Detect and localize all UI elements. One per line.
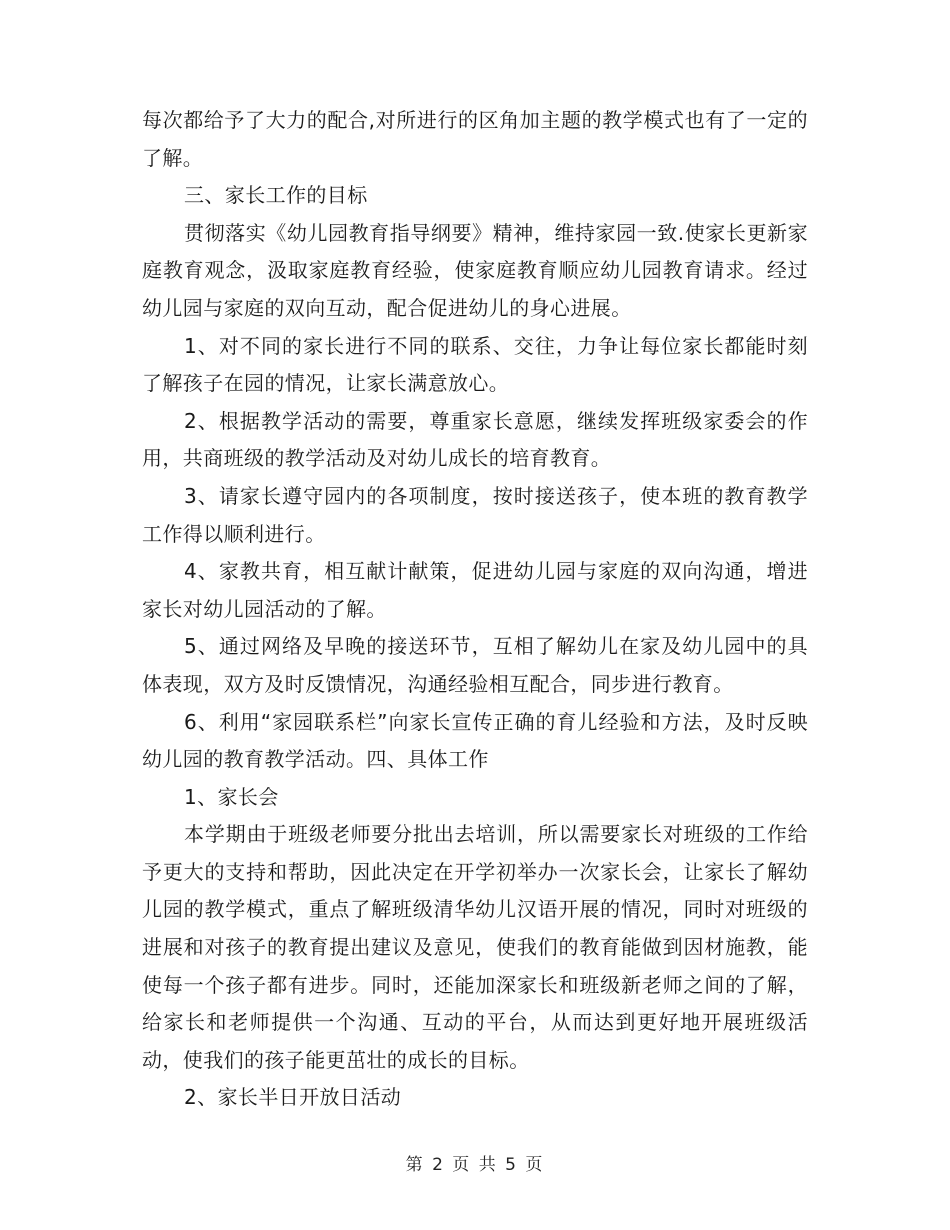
paragraph: 贯彻落实《幼儿园教育指导纲要》精神，维持家园一致.使家长更新家庭教育观念，汲取家庭教育经验，使家庭教育顺应幼儿园教育请求。经过幼儿园与家庭的双向互动，配合促进幼儿的身心进展。: [142, 220, 808, 320]
page-number: 第 2 页 共 5 页: [405, 1155, 545, 1175]
section-heading: 三、家长工作的目标: [184, 183, 368, 208]
document-body: [142, 102, 808, 1117]
list-item: 4、家教共育，相互献计献策，促进幼儿园与家庭的双向沟通，增进家长对幼儿园活动的了解。: [142, 559, 808, 621]
subsection-heading: 1、家长会: [184, 784, 279, 809]
list-item: 5、通过网络及早晚的接送环节，互相了解幼儿在家及幼儿园中的具体表现，双方及时反馈情况，沟通经验相互配合，同步进行教育。: [142, 634, 808, 696]
paragraph: 每次都给予了大力的配合,对所进行的区角加主题的教学模式也有了一定的了解。: [142, 108, 808, 170]
paragraph: 本学期由于班级老师要分批出去培训，所以需要家长对班级的工作给予更大的支持和帮助，因此决定在开学初举办一次家长会，让家长了解幼儿园的教学模式，重点了解班级清华幼儿汉语开展的情况，同时对班级的进展和对孩子的教育提出建议及意见，使我们的教育能做到因材施教，能使每一个孩子都有进步。同时，还能加深家长和班级新老师之间的了解，给家长和老师提供一个沟通、互动的平台，从而达到更好地开展班级活动，使我们的孩子能更茁壮的成长的目标。: [142, 822, 808, 1072]
subsection-heading: 2、家长半日开放日活动: [184, 1085, 402, 1110]
list-item: 1、对不同的家长进行不同的联系、交往，力争让每位家长都能时刻了解孩子在园的情况，让家长满意放心。: [142, 333, 808, 396]
list-item: 6、利用“家园联系栏”向家长宣传正确的育儿经验和方法，及时反映幼儿园的教育教学活动。四、具体工作: [142, 709, 808, 772]
list-item: 2、根据教学活动的需要，尊重家长意愿，继续发挥班级家委会的作用，共商班级的教学活动及对幼儿成长的培育教育。: [142, 408, 808, 471]
list-item: 3、请家长遵守园内的各项制度，按时接送孩子，使本班的教育教学工作得以顺利进行。: [142, 483, 808, 546]
